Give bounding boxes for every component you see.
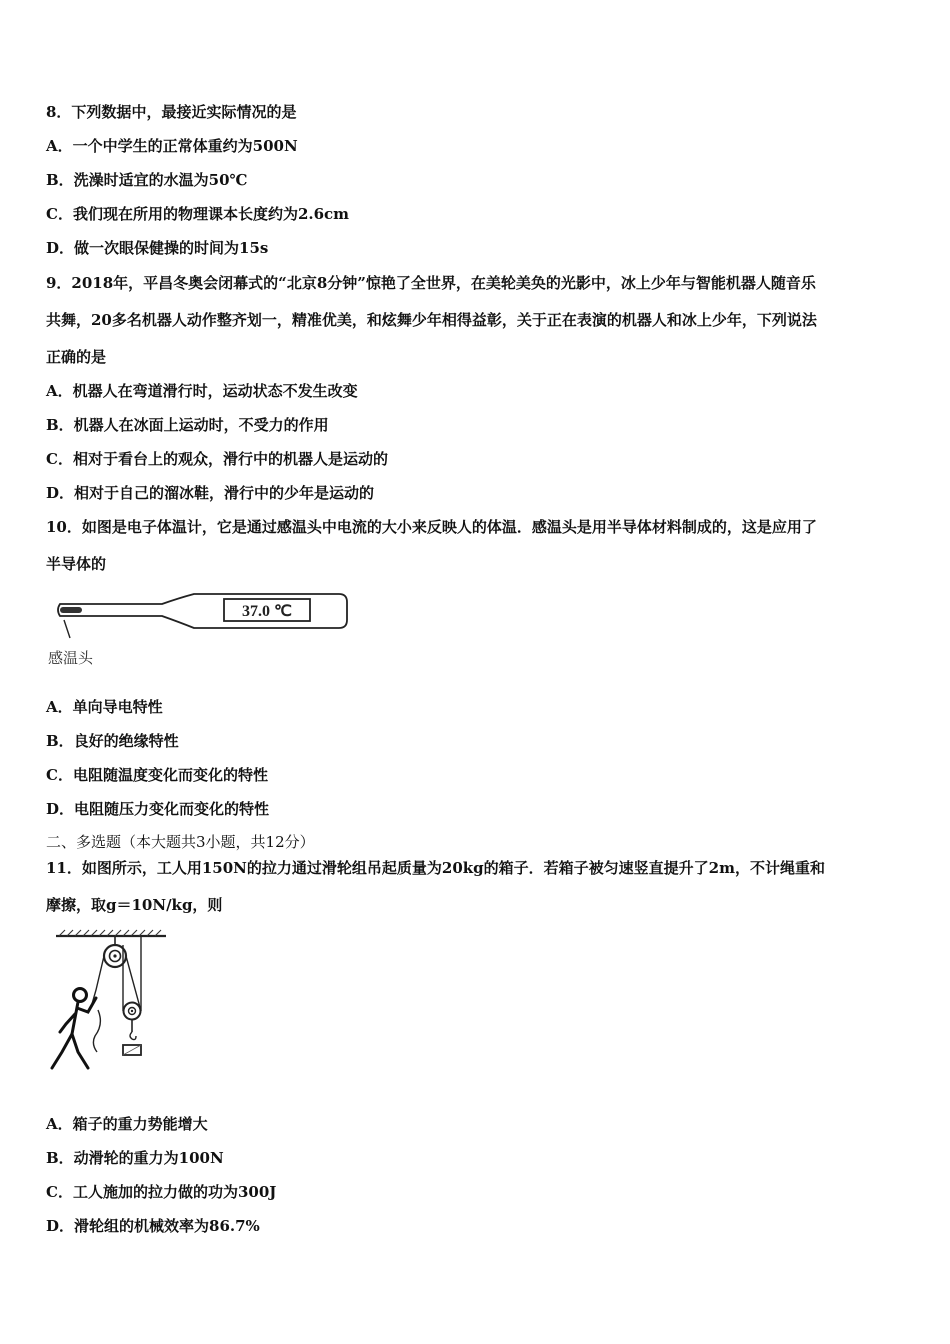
q10-option-b: B．良好的绝缘特性	[46, 732, 179, 750]
worker-stick-figure	[52, 989, 96, 1069]
q10-stem-line2: 半导体的	[46, 555, 107, 573]
section-heading: 二、多选题（本大题共3小题，共12分）	[46, 833, 315, 851]
q9-option-a: A．机器人在弯道滑行时，运动状态不发生改变	[46, 382, 358, 400]
sensor-pointer-line	[64, 620, 70, 638]
q11-option-a: A．箱子的重力势能增大	[46, 1115, 208, 1133]
pulley-figure	[44, 928, 174, 1078]
q10-option-d: D．电阻随压力变化而变化的特性	[46, 800, 270, 818]
q11-stem-line1: 11．如图所示，工人用150N的拉力通过滑轮组吊起质量为20kg的箱子．若箱子被匀速竖直提升了2m，不计绳重和	[46, 859, 825, 877]
q11-stem-line2: 摩擦，取g＝10N/kg，则	[46, 896, 223, 914]
q9-option-b: B．机器人在冰面上运动时，不受力的作用	[46, 416, 329, 434]
q9-stem-line3: 正确的是	[46, 348, 107, 366]
q11-option-d: D．滑轮组的机械效率为86.7%	[46, 1217, 260, 1235]
q11-option-c: C．工人施加的拉力做的功为300J	[46, 1183, 277, 1201]
q9-option-c: C．相对于看台上的观众，滑行中的机器人是运动的	[46, 450, 388, 468]
q8-option-a: A．一个中学生的正常体重约为500N	[46, 137, 298, 155]
q9-option-d: D．相对于自己的溜冰鞋，滑行中的少年是运动的	[46, 484, 375, 502]
q11-option-b: B．动滑轮的重力为100N	[46, 1149, 224, 1167]
thermometer-figure	[44, 586, 354, 672]
q9-stem-line1: 9．2018年，平昌冬奥会闭幕式的“北京8分钟”惊艳了全世界，在美轮美奂的光影中，冰上少年与智能机器人随音乐	[46, 274, 816, 292]
q8-stem: 8．下列数据中，最接近实际情况的是	[46, 103, 297, 121]
q8-option-c: C．我们现在所用的物理课本长度约为2.6cm	[46, 205, 350, 223]
q9-stem-line2: 共舞，20多名机器人动作整齐划一，精准优美，和炫舞少年相得益彰，关于正在表演的机器人和冰上少年，下列说法	[46, 311, 817, 329]
sensor-label: 感温头	[48, 649, 94, 667]
q10-option-c: C．电阻随温度变化而变化的特性	[46, 766, 268, 784]
q10-stem-line1: 10．如图是电子体温计，它是通过感温头中电流的大小来反映人的体温．感温头是用半导体材料制成的，这是应用了	[46, 518, 817, 536]
hook	[130, 1032, 136, 1040]
pulley-ropes	[92, 936, 141, 1052]
q8-option-b: B．洗澡时适宜的水温为50℃	[46, 171, 248, 189]
q10-option-a: A．单向导电特性	[46, 698, 163, 716]
thermometer-reading: 37.0 ℃	[242, 603, 292, 620]
q8-option-d: D．做一次眼保健操的时间为15s	[46, 239, 269, 257]
sensor-tip	[60, 607, 82, 613]
